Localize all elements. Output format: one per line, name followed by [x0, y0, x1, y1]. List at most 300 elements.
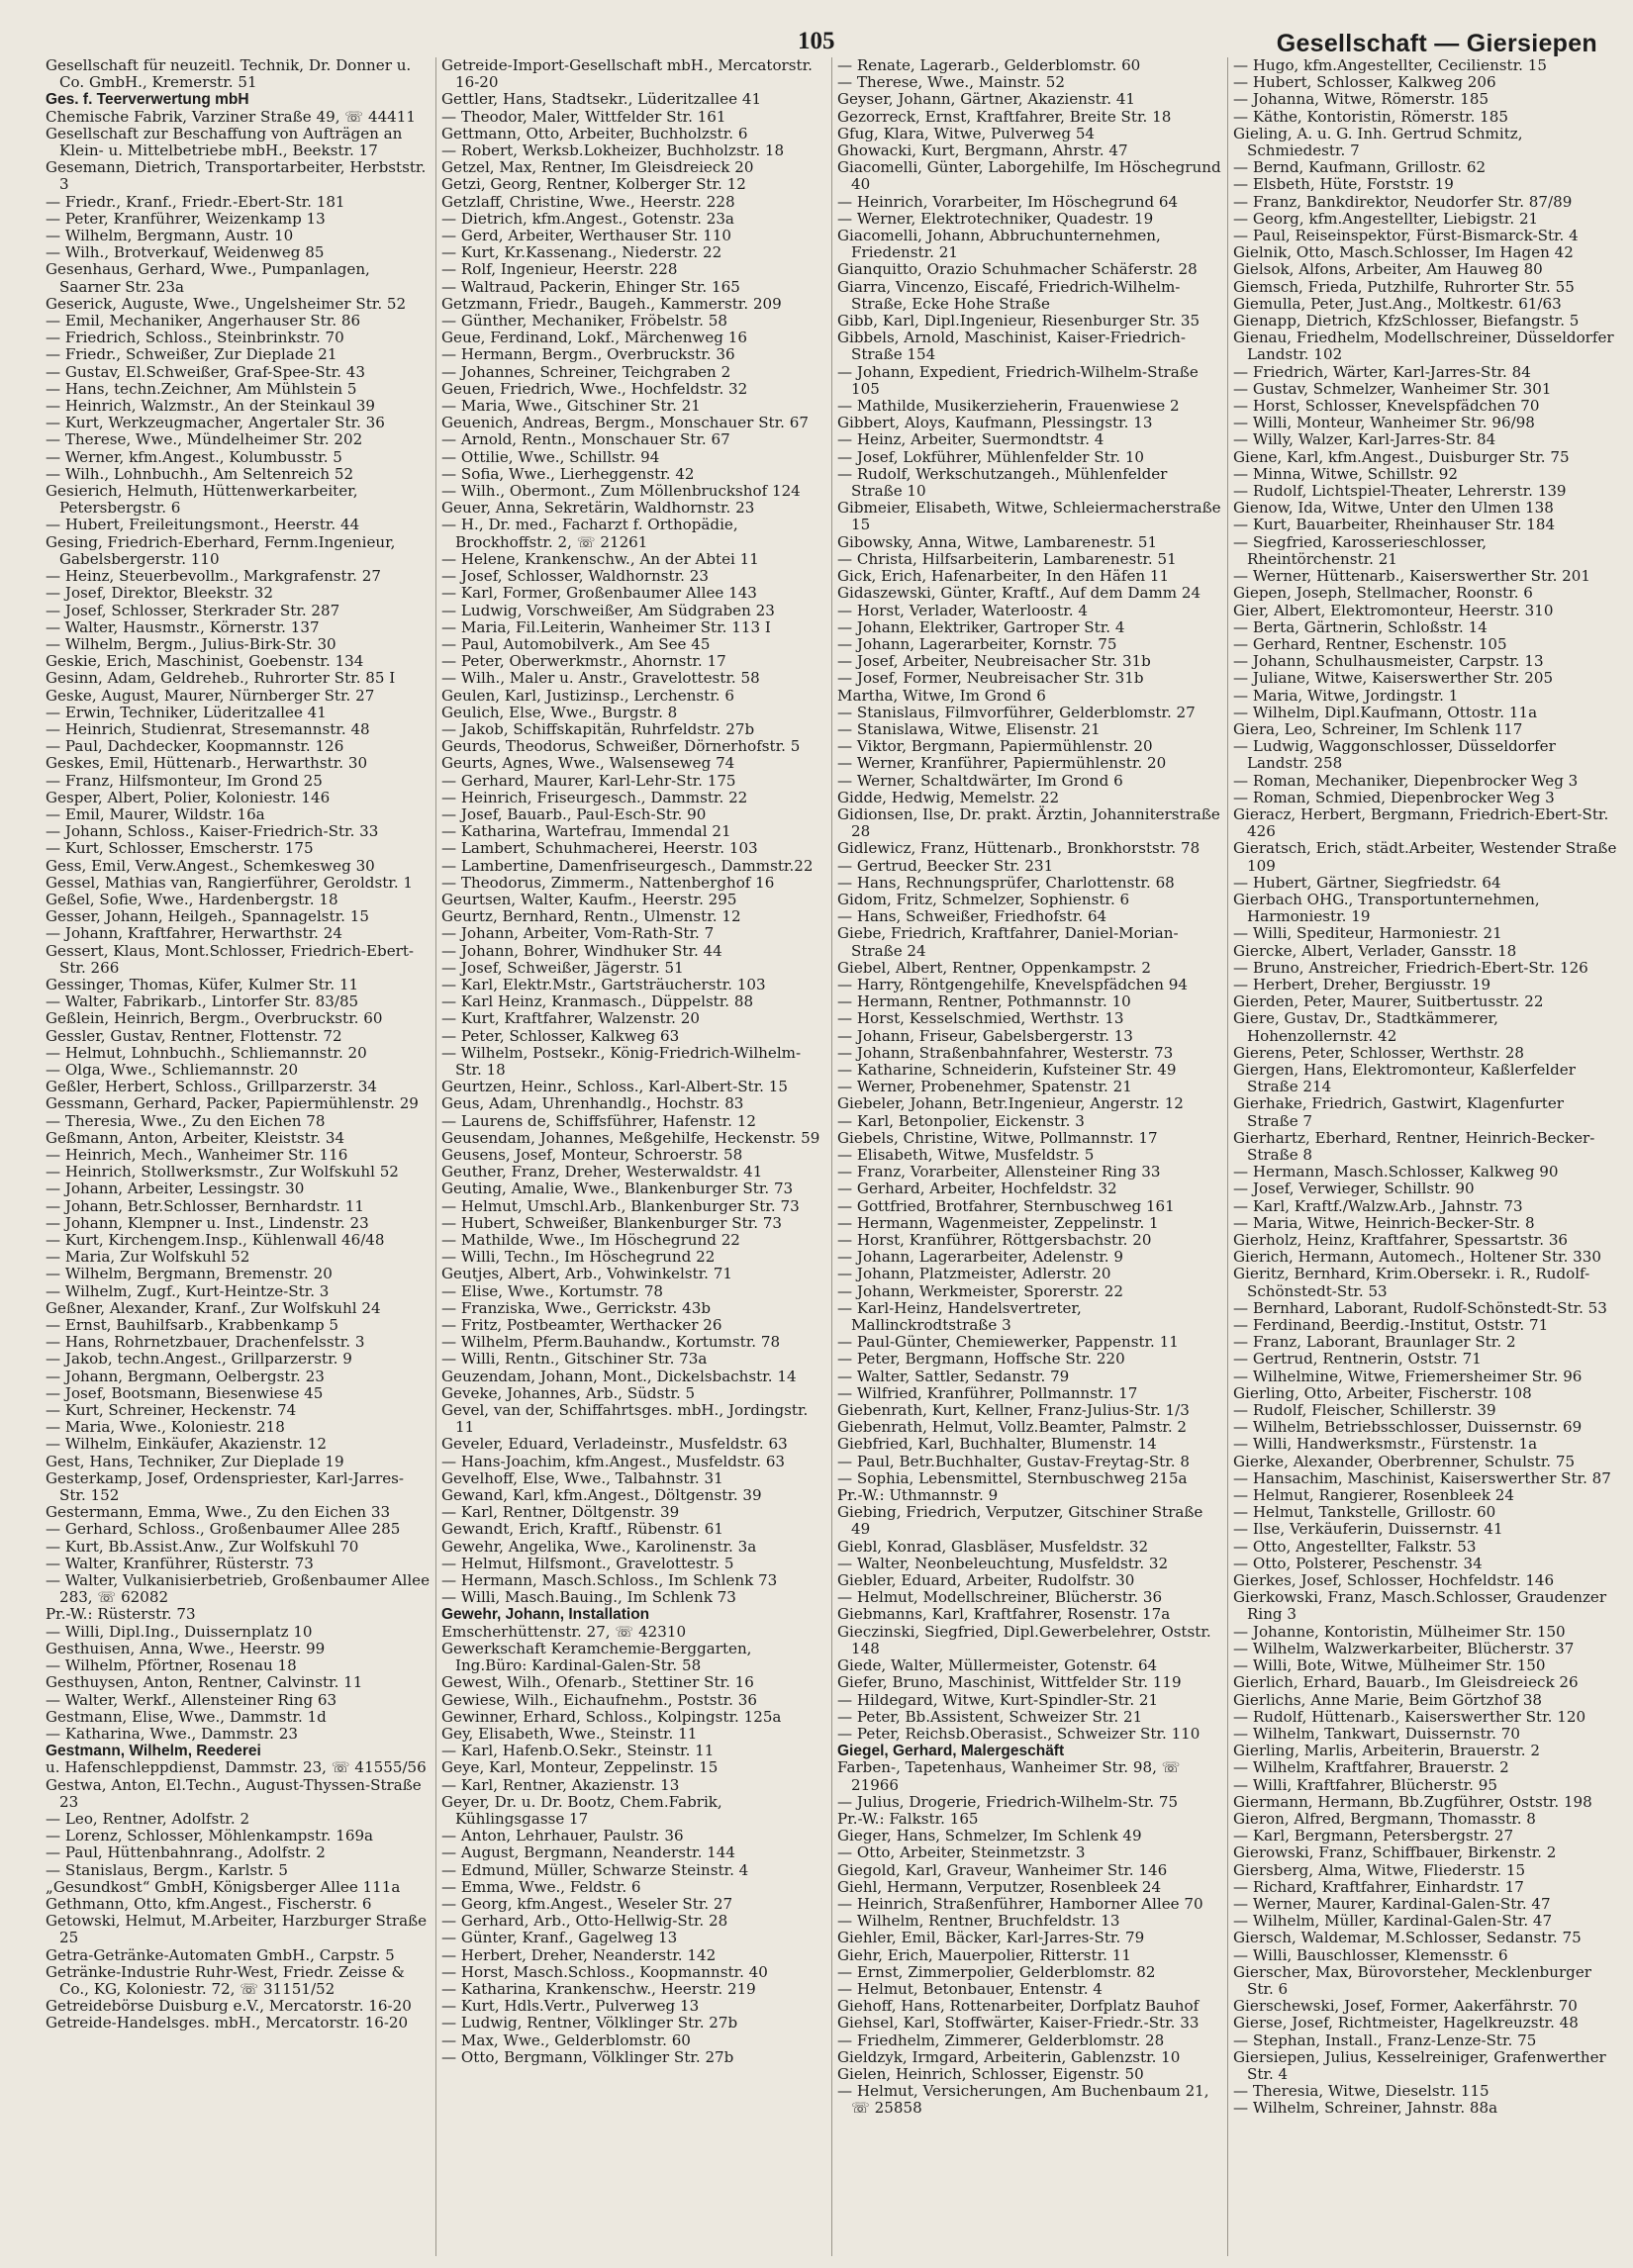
directory-entry: — Heinz, Arbeiter, Suermondtstr. 4 — [837, 430, 1105, 449]
directory-entry: Gienow, Ida, Witwe, Unter den Ulmen 138 — [1233, 499, 1554, 518]
directory-entry: Gienau, Friedhelm, Modellschreiner, Düsseldorfer Landstr. 102 — [1233, 329, 1619, 364]
directory-entry: Gesper, Albert, Polier, Koloniestr. 146 — [46, 788, 331, 806]
directory-entry: Geßner, Alexander, Kranf., Zur Wolfskuhl 24 — [46, 1298, 381, 1317]
page-header — [0, 0, 1633, 61]
directory-entry: Giebing, Friedrich, Verputzer, Gitschiner Straße 49 — [837, 1503, 1208, 1539]
directory-entry: Gezorreck, Ernst, Kraftfahrer, Breite Str. 18 — [837, 107, 1172, 126]
directory-entry: Getowski, Helmut, M.Arbeiter, Harzburger Straße 25 — [46, 1912, 432, 1947]
directory-entry: Gibmeier, Elisabeth, Witwe, Schleiermacherstraße 15 — [837, 499, 1226, 534]
directory-entry: — Horst, Kesselschmied, Werthstr. 13 — [837, 1009, 1124, 1028]
directory-entry: Geveler, Eduard, Verladeinstr., Musfeldstr. 63 — [441, 1435, 788, 1454]
directory-entry: — Helene, Krankenschw., An der Abtei 11 — [441, 549, 759, 568]
directory-entry: — Walter, Fabrikarb., Lintorfer Str. 83/85 — [46, 992, 359, 1011]
directory-entry: Gesthuysen, Anton, Rentner, Calvinstr. 11 — [46, 1673, 363, 1692]
directory-entry: — Gertrud, Rentnerin, Oststr. 71 — [1233, 1350, 1482, 1369]
directory-entry: — Stanislaus, Filmvorführer, Gelderblomstr. 27 — [837, 703, 1196, 721]
directory-entry: — Helmut, Lohnbuchh., Schliemannstr. 20 — [46, 1043, 367, 1062]
directory-entry: — Wilhelm, Dipl.Kaufmann, Ottostr. 11a — [1233, 703, 1538, 721]
directory-entry: Geveke, Johannes, Arb., Südstr. 5 — [441, 1383, 696, 1402]
directory-entry: Gibbels, Arnold, Maschinist, Kaiser-Friedrich-Straße 154 — [837, 329, 1186, 364]
directory-entry: — Maria, Wwe., Gitschiner Str. 21 — [441, 397, 701, 416]
directory-entry: — Kurt, Werkzeugmacher, Angertaler Str. 36 — [46, 414, 385, 432]
directory-entry: — Otto, Bergmann, Völklinger Str. 27b — [441, 2047, 734, 2066]
directory-entry: — Werner, Hüttenarb., Kaiserswerther Str. 201 — [1233, 567, 1590, 586]
directory-entry: — Rudolf, Fleischer, Schillerstr. 39 — [1233, 1401, 1496, 1420]
directory-entry: — Johanna, Witwe, Römerstr. 185 — [1233, 90, 1489, 109]
directory-entry: Giehl, Hermann, Verputzer, Rosenbleek 24 — [837, 1877, 1162, 1896]
directory-entry: Gierscher, Max, Bürovorsteher, Mecklenburger Str. 6 — [1233, 1962, 1596, 1998]
directory-entry: Gieracz, Herbert, Bergmann, Friedrich-Ebert-Str. 426 — [1233, 804, 1614, 841]
directory-entry: Giebels, Christine, Witwe, Pollmannstr. 17 — [837, 1128, 1158, 1147]
directory-entry: — Lorenz, Schlosser, Möhlenkampstr. 169a — [46, 1827, 374, 1845]
directory-entry: — Johann, Arbeiter, Lessingstr. 30 — [46, 1180, 305, 1198]
directory-entry: — Wilhelm, Bergm., Julius-Birk-Str. 30 — [46, 634, 336, 653]
directory-columns — [46, 56, 1622, 2256]
directory-entry: — Johann, Platzmeister, Adlerstr. 20 — [837, 1265, 1111, 1283]
directory-entry: Gierse, Josef, Richtmeister, Hagelkreuzstr. 48 — [1233, 2014, 1579, 2032]
directory-entry: — Willi, Masch.Bauing., Im Schlenk 73 — [441, 1588, 736, 1607]
directory-entry: — Friedrich, Wärter, Karl-Jarres-Str. 84 — [1233, 362, 1531, 381]
directory-entry: — Franz, Vorarbeiter, Allensteiner Ring 33 — [837, 1163, 1161, 1181]
directory-entry: Giegold, Karl, Graveur, Wanheimer Str. 146 — [837, 1860, 1168, 1879]
directory-entry: — Therese, Wwe., Mainstr. 52 — [837, 73, 1065, 92]
directory-entry: — Willy, Walzer, Karl-Jarres-Str. 84 — [1233, 430, 1496, 449]
directory-entry: — Emil, Maurer, Wildstr. 16a — [46, 804, 265, 823]
directory-entry: Chemische Fabrik, Varziner Straße 49, ☏ 44411 — [46, 107, 416, 126]
directory-entry: — Maria, Witwe, Jordingstr. 1 — [1233, 686, 1459, 705]
directory-entry: Gesemann, Dietrich, Transportarbeiter, Herbststr. 3 — [46, 158, 432, 194]
directory-entry: — Karl-Heinz, Handelsvertreter, Mallinckrodtstraße 3 — [837, 1298, 1087, 1335]
directory-entry: — Ferdinand, Beerdig.-Institut, Oststr. 71 — [1233, 1316, 1549, 1335]
directory-entry: — Gustav, El.Schweißer, Graf-Spee-Str. 43 — [46, 362, 365, 381]
directory-entry: — Dietrich, kfm.Angest., Gotenstr. 23a — [441, 209, 734, 228]
directory-entry: — Wilh., Brotverkauf, Weidenweg 85 — [46, 243, 325, 262]
directory-entry: — Elisabeth, Witwe, Musfeldstr. 5 — [837, 1146, 1095, 1164]
directory-entry: Gest, Hans, Techniker, Zur Dieplade 19 — [46, 1452, 344, 1470]
directory-entry: Getra-Getränke-Automaten GmbH., Carpstr. 5 — [46, 1945, 395, 1964]
directory-entry: — Kurt, Schlosser, Emscherstr. 175 — [46, 839, 314, 858]
directory-entry: — Helmut, Rangierer, Rosenbleek 24 — [1233, 1486, 1515, 1505]
directory-entry: — Richard, Kraftfahrer, Einhardstr. 17 — [1233, 1877, 1524, 1896]
directory-entry: Pr.-W.: Falkstr. 165 — [837, 1809, 979, 1828]
directory-entry: — Hubert, Schweißer, Blankenburger Str. 73 — [441, 1213, 783, 1232]
directory-entry: Giehler, Emil, Bäcker, Karl-Jarres-Str. 79 — [837, 1929, 1145, 1947]
directory-entry: — Johanne, Kontoristin, Mülheimer Str. 150 — [1233, 1622, 1566, 1641]
directory-entry: Geusens, Josef, Monteur, Schroerstr. 58 — [441, 1146, 743, 1164]
directory-entry: — Wilhelm, Postsekr., König-Friedrich-Wilhelm-Str. 18 — [441, 1043, 802, 1079]
directory-entry: — Leo, Rentner, Adolfstr. 2 — [46, 1809, 250, 1828]
directory-entry: Giehr, Erich, Mauerpolier, Ritterstr. 11 — [837, 1945, 1131, 1964]
directory-entry: — Emil, Mechaniker, Angerhauser Str. 86 — [46, 312, 361, 331]
directory-entry: — Arnold, Rentn., Monschauer Str. 67 — [441, 430, 730, 449]
directory-entry: — Karl, Elektr.Mstr., Gartsträucherstr. 103 — [441, 975, 766, 993]
directory-entry: Geyer, Dr. u. Dr. Bootz, Chem.Fabrik, Kühlingsgasse 17 — [441, 1792, 727, 1828]
directory-entry: — Siegfried, Karosserieschlosser, Rheintörchenstr. 21 — [1233, 532, 1491, 568]
directory-entry: — Paul, Reiseinspektor, Fürst-Bismarck-Str. 4 — [1233, 227, 1579, 245]
directory-entry: — Gottfried, Brotfahrer, Sternbuschweg 161 — [837, 1196, 1175, 1215]
directory-entry: Gierkes, Josef, Schlosser, Hochfeldstr. 146 — [1233, 1571, 1555, 1590]
directory-entry: Gesellschaft zur Beschaffung von Aufträgen an Klein- u. Mittelbetriebe mbH., Beekstr. 17 — [46, 124, 408, 160]
directory-entry: Gesinn, Adam, Geldreheb., Ruhrorter Str. 85 I — [46, 669, 396, 688]
directory-entry: — Johann, Straßenbahnfahrer, Westerstr. 73 — [837, 1043, 1174, 1062]
directory-entry: — Willi, Kraftfahrer, Blücherstr. 95 — [1233, 1775, 1497, 1794]
directory-entry: Geurtz, Bernhard, Rentn., Ulmenstr. 12 — [441, 907, 741, 926]
directory-entry: — Paul, Dachdecker, Koopmannstr. 126 — [46, 737, 344, 756]
directory-entry: — Willi, Bauschlosser, Klemensstr. 6 — [1233, 1945, 1508, 1964]
directory-entry: — Peter, Oberwerkmstr., Ahornstr. 17 — [441, 652, 726, 671]
directory-entry: — Wilhelm, Pferm.Bauhandw., Kortumstr. 78 — [441, 1333, 781, 1352]
directory-entry: — Wilhelm, Betriebsschlosser, Duissernstr. 69 — [1233, 1418, 1583, 1437]
directory-entry: Giermann, Hermann, Bb.Zugführer, Oststr. 198 — [1233, 1792, 1592, 1811]
directory-entry-business: Gestmann, Wilhelm, Reederei — [46, 1743, 261, 1760]
directory-entry: — Minna, Witwe, Schillstr. 92 — [1233, 464, 1458, 483]
directory-entry: Emscherhüttenstr. 27, ☏ 42310 — [441, 1622, 687, 1641]
directory-entry: — Wilhelm, Walzwerkarbeiter, Blücherstr. 37 — [1233, 1639, 1575, 1657]
directory-entry: — Bernhard, Laborant, Rudolf-Schönstedt-Str. 53 — [1233, 1298, 1607, 1317]
directory-entry: — Hansachim, Maschinist, Kaiserswerther Str. 87 — [1233, 1468, 1611, 1487]
directory-entry: — Katharine, Schneiderin, Kufsteiner Str. 49 — [837, 1060, 1177, 1079]
directory-entry: — Kurt, Kirchengem.Insp., Kühlenwall 46/48 — [46, 1231, 385, 1250]
directory-entry: Gettler, Hans, Stadtsekr., Lüderitzallee 41 — [441, 90, 762, 109]
directory-entry: — Karl, Betonpolier, Eickenstr. 3 — [837, 1111, 1085, 1130]
directory-entry: Geurds, Theodorus, Schweißer, Dörnerhofstr. 5 — [441, 737, 801, 756]
directory-entry: Gesthuisen, Anna, Wwe., Heerstr. 99 — [46, 1639, 326, 1657]
directory-entry: — Friedr., Kranf., Friedr.-Ebert-Str. 181 — [46, 192, 345, 211]
directory-entry: Gesterkamp, Josef, Ordenspriester, Karl-Jarres-Str. 152 — [46, 1468, 404, 1505]
directory-entry: Giehoff, Hans, Rottenarbeiter, Dorfplatz Bauhof — [837, 1997, 1200, 2016]
directory-entry: Gierich, Hermann, Automech., Holtener Str. 330 — [1233, 1248, 1601, 1267]
directory-entry: — Walter, Sattler, Sedanstr. 79 — [837, 1367, 1070, 1385]
directory-entry: — Wilhelm, Pförtner, Rosenau 18 — [46, 1656, 297, 1675]
directory-entry: — Walter, Vulkanisierbetrieb, Großenbaumer Allee 283, ☏ 62082 — [46, 1571, 434, 1607]
directory-entry: — Wilhelm, Kraftfahrer, Brauerstr. 2 — [1233, 1758, 1509, 1777]
directory-entry: — Heinrich, Friseurgesch., Dammstr. 22 — [441, 788, 748, 806]
directory-entry: — Heinrich, Vorarbeiter, Im Höschegrund 64 — [837, 192, 1179, 211]
directory-entry: — Gertrud, Beecker Str. 231 — [837, 856, 1054, 875]
directory-entry: Gesellschaft für neuzeitl. Technik, Dr. Donner u. Co. GmbH., Kremerstr. 51 — [46, 56, 417, 92]
directory-entry: Gewandt, Erich, Kraftf., Rübenstr. 61 — [441, 1520, 723, 1539]
directory-entry: — Waltraud, Packerin, Ehinger Str. 165 — [441, 277, 740, 296]
directory-entry: Ghowacki, Kurt, Bergmann, Ahrstr. 47 — [837, 142, 1128, 160]
page-number: 105 — [798, 28, 835, 54]
directory-entry: Gewehr, Angelika, Wwe., Karolinenstr. 3a — [441, 1537, 757, 1556]
directory-entry: — Johann, Klempner u. Inst., Lindenstr. 23 — [46, 1213, 369, 1232]
directory-entry: — Therese, Wwe., Mündelheimer Str. 202 — [46, 430, 363, 449]
directory-entry: Geßel, Sofie, Wwe., Hardenbergstr. 18 — [46, 890, 338, 908]
directory-entry: — Johann, Lagerarbeiter, Kornstr. 75 — [837, 634, 1117, 653]
directory-entry: Gielsok, Alfons, Arbeiter, Am Hauweg 80 — [1233, 260, 1543, 279]
directory-entry: — Horst, Kranführer, Röttgersbachstr. 20 — [837, 1231, 1152, 1250]
directory-entry: — Josef, Bauarb., Paul-Esch-Str. 90 — [441, 804, 707, 823]
directory-entry: — Willi, Techn., Im Höschegrund 22 — [441, 1248, 716, 1267]
directory-entry: — Hermann, Masch.Schlosser, Kalkweg 90 — [1233, 1163, 1559, 1181]
directory-entry: Geske, August, Maurer, Nürnberger Str. 27 — [46, 686, 375, 705]
directory-entry: Pr.-W.: Rüsterstr. 73 — [46, 1605, 196, 1624]
directory-entry: — Peter, Schlosser, Kalkweg 63 — [441, 1026, 680, 1045]
directory-entry: Geuting, Amalie, Wwe., Blankenburger Str. 73 — [441, 1180, 794, 1198]
directory-entry: Pr.-W.: Uthmannstr. 9 — [837, 1486, 999, 1505]
directory-entry: — Elise, Wwe., Kortumstr. 78 — [441, 1281, 664, 1300]
directory-entry: — Paul, Hüttenbahnrang., Adolfstr. 2 — [46, 1843, 326, 1862]
directory-entry: — Johann, Friseur, Gabelsbergerstr. 13 — [837, 1026, 1133, 1045]
directory-entry: Getzi, Georg, Rentner, Kolberger Str. 12 — [441, 175, 746, 194]
directory-entry: — Bruno, Anstreicher, Friedrich-Ebert-Str. 126 — [1233, 958, 1588, 977]
directory-entry: — Käthe, Kontoristin, Römerstr. 185 — [1233, 107, 1508, 126]
directory-entry: Geutjes, Albert, Arb., Vohwinkelstr. 71 — [441, 1265, 732, 1283]
directory-entry: Gianquitto, Orazio Schuhmacher Schäferstr. 28 — [837, 260, 1198, 279]
directory-entry: — Bernd, Kaufmann, Grillostr. 62 — [1233, 158, 1487, 177]
directory-entry: — Hubert, Schlosser, Kalkweg 206 — [1233, 73, 1496, 92]
directory-entry: — Kurt, Schreiner, Heckenstr. 74 — [46, 1401, 297, 1420]
directory-entry: — Hans, Rechnungsprüfer, Charlottenstr. 68 — [837, 873, 1175, 892]
directory-entry: — Kurt, Bb.Assist.Anw., Zur Wolfskuhl 70 — [46, 1537, 359, 1556]
directory-entry: — Horst, Masch.Schloss., Koopmannstr. 40 — [441, 1962, 768, 1981]
directory-entry: — Johann, Betr.Schlosser, Bernhardstr. 11 — [46, 1196, 364, 1215]
directory-entry: — Josef, Schlosser, Sterkrader Str. 287 — [46, 601, 340, 619]
directory-entry: Geuzendam, Johann, Mont., Dickelsbachstr. 14 — [441, 1367, 797, 1385]
directory-entry: — Helmut, Umschl.Arb., Blankenburger Str. 73 — [441, 1196, 800, 1215]
directory-entry: — Gerhard, Arb., Otto-Hellwig-Str. 28 — [441, 1912, 728, 1931]
directory-entry: Gettmann, Otto, Arbeiter, Buchholzstr. 6 — [441, 124, 748, 142]
directory-entry: — Gerhard, Schloss., Großenbaumer Allee 285 — [46, 1520, 401, 1539]
directory-entry: Gierke, Alexander, Oberbrenner, Schulstr. 75 — [1233, 1452, 1576, 1470]
directory-entry: — Katharina, Wartefrau, Immendal 21 — [441, 822, 731, 841]
directory-entry-business: Ges. f. Teerverwertung mbH — [46, 91, 249, 109]
directory-entry: Gieldzyk, Irmgard, Arbeiterin, Gablenzstr. 10 — [837, 2047, 1181, 2066]
directory-entry: Giera, Leo, Schreiner, Im Schlenk 117 — [1233, 719, 1523, 738]
directory-entry: — Heinrich, Mech., Wanheimer Str. 116 — [46, 1146, 348, 1164]
directory-entry: Gethmann, Otto, kfm.Angest., Fischerstr. 6 — [46, 1894, 372, 1913]
directory-entry: — Katharina, Krankenschw., Heerstr. 219 — [441, 1979, 756, 1998]
directory-entry: — Karl, Rentner, Döltgenstr. 39 — [441, 1503, 680, 1522]
directory-entry: — Wilh., Obermont., Zum Möllenbruckshof 124 — [441, 482, 801, 501]
directory-entry-business: Gewehr, Johann, Installation — [441, 1606, 650, 1624]
directory-entry: Geserick, Auguste, Wwe., Ungelsheimer Str. 52 — [46, 294, 407, 313]
directory-entry: — Willi, Dipl.Ing., Duissernplatz 10 — [46, 1622, 313, 1641]
directory-entry: Gierhake, Friedrich, Gastwirt, Klagenfurter Straße 7 — [1233, 1094, 1569, 1130]
directory-entry: — Hugo, kfm.Angestellter, Cecilienstr. 15 — [1233, 56, 1547, 74]
directory-entry: Gessmann, Gerhard, Packer, Papiermühlenstr. 29 — [46, 1094, 419, 1113]
directory-entry: Geye, Karl, Monteur, Zeppelinstr. 15 — [441, 1758, 719, 1777]
directory-entry: Giene, Karl, kfm.Angest., Duisburger Str. 75 — [1233, 447, 1570, 466]
directory-entry: — Katharina, Wwe., Dammstr. 23 — [46, 1724, 298, 1743]
directory-entry: Geurtzen, Heinr., Schloss., Karl-Albert-Str. 15 — [441, 1078, 788, 1096]
directory-entry: — Johannes, Schreiner, Teichgraben 2 — [441, 362, 731, 381]
directory-entry: — Franz, Hilfsmonteur, Im Grond 25 — [46, 771, 323, 790]
directory-entry: Getreide-Handelsges. mbH., Mercatorstr. 16-20 — [46, 2014, 409, 2032]
directory-entry: Geßlein, Heinrich, Bergm., Overbruckstr. 60 — [46, 1009, 383, 1028]
directory-entry: — Peter, Reichsb.Oberasist., Schweizer Str. 110 — [837, 1724, 1201, 1743]
directory-entry: — Theodor, Maler, Wittfelder Str. 161 — [441, 107, 726, 126]
directory-entry: — Willi, Handwerksmstr., Fürstenstr. 1a — [1233, 1435, 1538, 1454]
directory-entry: — Wilhelm, Bergmann, Austr. 10 — [46, 227, 294, 245]
directory-entry: — Wilhelm, Rentner, Bruchfeldstr. 13 — [837, 1912, 1120, 1931]
directory-entry: — Paul, Automobilverk., Am See 45 — [441, 634, 711, 653]
directory-entry: — Willi, Bote, Witwe, Mülheimer Str. 150 — [1233, 1656, 1546, 1675]
directory-entry: — Juliane, Witwe, Kaiserswerther Str. 205 — [1233, 669, 1554, 688]
directory-entry: — Franziska, Wwe., Gerrickstr. 43b — [441, 1298, 712, 1317]
directory-entry: Getreide-Import-Gesellschaft mbH., Mercatorstr. 16-20 — [441, 56, 817, 92]
directory-entry: Giere, Gustav, Dr., Stadtkämmerer, Hohenzollernstr. 42 — [1233, 1009, 1503, 1045]
directory-entry: — Karl, Bergmann, Petersbergstr. 27 — [1233, 1827, 1514, 1845]
directory-entry: — Robert, Werksb.Lokheizer, Buchholzstr. 18 — [441, 142, 785, 160]
directory-entry: — Maria, Wwe., Koloniestr. 218 — [46, 1418, 285, 1437]
directory-entry: — Herbert, Dreher, Neanderstr. 142 — [441, 1945, 717, 1964]
directory-entry: Martha, Witwe, Im Grond 6 — [837, 686, 1046, 705]
running-head: Gesellschaft — Giersiepen — [1276, 30, 1597, 57]
directory-entry: — Stephan, Install., Franz-Lenze-Str. 75 — [1233, 2031, 1537, 2049]
directory-entry: — Johann, Lagerarbeiter, Adelenstr. 9 — [837, 1248, 1123, 1267]
directory-entry: — Paul-Günter, Chemiewerker, Pappenstr. 11 — [837, 1333, 1179, 1352]
directory-entry: — Johann, Schloss., Kaiser-Friedrich-Str. 33 — [46, 822, 379, 841]
directory-entry: — Wilhelm, Müller, Kardinal-Galen-Str. 47 — [1233, 1912, 1553, 1931]
directory-entry: — Mathilde, Wwe., Im Höschegrund 22 — [441, 1231, 740, 1250]
directory-entry: Geurtsen, Walter, Kaufm., Heerstr. 295 — [441, 890, 737, 908]
directory-entry: — Heinrich, Walzmstr., An der Steinkaul 39 — [46, 397, 376, 416]
directory-entry: — Friedr., Schweißer, Zur Dieplade 21 — [46, 345, 337, 364]
directory-entry: Geßmann, Anton, Arbeiter, Kleiststr. 34 — [46, 1128, 345, 1147]
directory-entry: — Johann, Arbeiter, Vom-Rath-Str. 7 — [441, 924, 715, 943]
directory-entry: Gieron, Alfred, Bergmann, Thomasstr. 8 — [1233, 1809, 1536, 1828]
directory-entry: — Theodorus, Zimmerm., Nattenberghof 16 — [441, 873, 775, 892]
directory-entry: — Horst, Schlosser, Knevelspfädchen 70 — [1233, 397, 1540, 416]
directory-entry: — Laurens de, Schiffsführer, Hafenstr. 12 — [441, 1111, 756, 1130]
directory-entry: — Josef, Verwieger, Schillstr. 90 — [1233, 1180, 1475, 1198]
directory-entry: — Josef, Direktor, Bleekstr. 32 — [46, 584, 273, 603]
directory-entry: — Helmut, Modellschreiner, Blücherstr. 36 — [837, 1588, 1163, 1607]
directory-entry: — Josef, Schlosser, Waldhornstr. 23 — [441, 567, 709, 586]
directory-entry: Giehsel, Karl, Stoffwärter, Kaiser-Friedr.-Str. 33 — [837, 2014, 1200, 2032]
directory-entry: Gierholz, Heinz, Kraftfahrer, Spessartstr. 36 — [1233, 1231, 1569, 1250]
directory-entry: Giebmanns, Karl, Kraftfahrer, Rosenstr. 17a — [837, 1605, 1171, 1624]
directory-entry: Giergen, Hans, Elektromonteur, Kaßlerfelder Straße 214 — [1233, 1060, 1581, 1096]
directory-entry: — Gerhard, Arbeiter, Hochfeldstr. 32 — [837, 1180, 1117, 1198]
directory-entry: — Friedhelm, Zimmerer, Gelderblomstr. 28 — [837, 2031, 1165, 2049]
directory-entry: Gierlichs, Anne Marie, Beim Görtzhof 38 — [1233, 1690, 1543, 1709]
directory-entry: — Gerhard, Rentner, Eschenstr. 105 — [1233, 634, 1507, 653]
directory-entry: — Hans, techn.Zeichner, Am Mühlstein 5 — [46, 379, 357, 398]
directory-entry: Giepen, Joseph, Stellmacher, Roonstr. 6 — [1233, 584, 1533, 603]
directory-entry: — Hubert, Gärtner, Siegfriedstr. 64 — [1233, 873, 1501, 892]
directory-entry: — Ernst, Bauhilfsarb., Krabbenkamp 5 — [46, 1316, 339, 1335]
directory-entry: Gesierich, Helmuth, Hüttenwerkarbeiter, Petersbergstr. 6 — [46, 482, 363, 518]
directory-entry: Gierhartz, Eberhard, Rentner, Heinrich-Becker-Straße 8 — [1233, 1128, 1595, 1164]
directory-entry: — Karl, Hafenb.O.Sekr., Steinstr. 11 — [441, 1742, 715, 1760]
directory-entry: — Peter, Bb.Assistent, Schweizer Str. 21 — [837, 1707, 1143, 1726]
directory-entry: Gestermann, Emma, Wwe., Zu den Eichen 33 — [46, 1503, 391, 1522]
directory-entry: — Peter, Kranführer, Weizenkamp 13 — [46, 209, 326, 228]
directory-entry: — Herbert, Dreher, Bergiusstr. 19 — [1233, 975, 1491, 993]
directory-entry: — Mathilde, Musikerzieherin, Frauenwiese 2 — [837, 397, 1180, 416]
directory-entry: Gierden, Peter, Maurer, Suitbertusstr. 22 — [1233, 992, 1544, 1011]
directory-entry: — Friedrich, Schloss., Steinbrinkstr. 70 — [46, 329, 344, 347]
directory-entry: — Hans, Schweißer, Friedhofstr. 64 — [837, 907, 1107, 926]
directory-entry: Gewand, Karl, kfm.Angest., Döltgenstr. 39 — [441, 1486, 762, 1505]
directory-entry: — August, Bergmann, Neanderstr. 144 — [441, 1843, 735, 1862]
directory-entry: Gidionsen, Ilse, Dr. prakt. Ärztin, Johanniterstraße 28 — [837, 804, 1225, 841]
directory-entry: — Hildegard, Witwe, Kurt-Spindler-Str. 21 — [837, 1690, 1159, 1709]
directory-entry: Geskie, Erich, Maschinist, Goebenstr. 134 — [46, 652, 364, 671]
directory-entry: Giefer, Bruno, Maschinist, Wittfelder Str. 119 — [837, 1673, 1182, 1692]
directory-entry: Geulich, Else, Wwe., Burgstr. 8 — [441, 703, 678, 721]
directory-entry: — Gustav, Schmelzer, Wanheimer Str. 301 — [1233, 379, 1552, 398]
directory-entry: Gierowski, Franz, Schiffbauer, Birkenstr. 2 — [1233, 1843, 1557, 1862]
directory-entry: — Josef, Schweißer, Jägerstr. 51 — [441, 958, 684, 977]
directory-entry: Gidaszewski, Günter, Kraftf., Auf dem Damm 24 — [837, 584, 1201, 603]
directory-entry: Gierens, Peter, Schlosser, Werthstr. 28 — [1233, 1043, 1524, 1062]
directory-entry: — Willi, Rentn., Gitschiner Str. 73a — [441, 1350, 708, 1369]
directory-entry: — Hans, Rohrnetzbauer, Drachenfelsstr. 3 — [46, 1333, 365, 1352]
directory-entry: Giersberg, Alma, Witwe, Fliederstr. 15 — [1233, 1860, 1526, 1879]
directory-entry: — Walter, Werkf., Allensteiner Ring 63 — [46, 1690, 337, 1709]
directory-entry: Geskes, Emil, Hüttenarb., Herwarthstr. 30 — [46, 754, 368, 773]
directory-column-1 — [46, 56, 434, 2256]
directory-entry: — Werner, Maurer, Kardinal-Galen-Str. 47 — [1233, 1894, 1551, 1913]
directory-entry: — Hermann, Bergm., Overbruckstr. 36 — [441, 345, 735, 364]
directory-entry: — Hubert, Freileitungsmont., Heerstr. 44 — [46, 516, 360, 534]
directory-entry: — Wilfried, Kranführer, Pollmannstr. 17 — [837, 1383, 1138, 1402]
directory-entry: Gesing, Friedrich-Eberhard, Fernm.Ingenieur, Gabelsbergerstr. 110 — [46, 532, 401, 568]
directory-entry: — Gerhard, Maurer, Karl-Lehr-Str. 175 — [441, 771, 736, 790]
directory-entry: — Otto, Polsterer, Peschenstr. 34 — [1233, 1554, 1483, 1572]
directory-entry: Gidde, Hedwig, Memelstr. 22 — [837, 788, 1060, 806]
directory-entry: — Maria, Fil.Leiterin, Wanheimer Str. 113 I — [441, 617, 771, 636]
directory-entry: — Erwin, Techniker, Lüderitzallee 41 — [46, 703, 327, 721]
directory-entry: — Otto, Arbeiter, Steinmetzstr. 3 — [837, 1843, 1086, 1862]
directory-entry: — Willi, Monteur, Wanheimer Str. 96/98 — [1233, 414, 1535, 432]
directory-entry: Giarra, Vincenzo, Eiscafé, Friedrich-Wilhelm-Straße, Ecke Hohe Straße — [837, 277, 1181, 313]
directory-entry: Giebenrath, Helmut, Vollz.Beamter, Palmstr. 2 — [837, 1418, 1188, 1437]
directory-entry: u. Hafenschleppdienst, Dammstr. 23, ☏ 41555/56 — [46, 1758, 427, 1777]
directory-entry: — Theresia, Wwe., Zu den Eichen 78 — [46, 1111, 326, 1130]
directory-entry: — Jakob, techn.Angest., Grillparzerstr. 9 — [46, 1350, 352, 1369]
directory-entry: Gfug, Klara, Witwe, Pulverweg 54 — [837, 124, 1096, 142]
directory-entry: — Josef, Former, Neubreisacher Str. 31b — [837, 669, 1144, 688]
directory-entry: — Werner, Elektrotechniker, Quadestr. 19 — [837, 209, 1154, 228]
directory-entry: — Berta, Gärtnerin, Schloßstr. 14 — [1233, 617, 1488, 636]
directory-entry: Farben-, Tapetenhaus, Wanheimer Str. 98, ☏ 21966 — [837, 1758, 1186, 1794]
directory-entry: Geusendam, Johannes, Meßgehilfe, Heckenstr. 59 — [441, 1128, 820, 1147]
directory-entry: — Günther, Mechaniker, Fröbelstr. 58 — [441, 312, 727, 331]
directory-entry: — Hans-Joachim, kfm.Angest., Musfeldstr. 63 — [441, 1452, 786, 1470]
directory-entry: Gibbert, Aloys, Kaufmann, Plessingstr. 13 — [837, 414, 1153, 432]
directory-entry: Gessert, Klaus, Mont.Schlosser, Friedrich-Ebert-Str. 266 — [46, 941, 415, 977]
directory-entry: — Wilhelm, Tankwart, Duissernstr. 70 — [1233, 1724, 1520, 1743]
directory-entry: — Horst, Verlader, Waterloostr. 4 — [837, 601, 1088, 619]
directory-entry: — Sophia, Lebensmittel, Sternbuschweg 215a — [837, 1468, 1188, 1487]
directory-entry: — Karl, Former, Großenbaumer Allee 143 — [441, 584, 757, 603]
directory-entry: — Ludwig, Rentner, Völklinger Str. 27b — [441, 2014, 738, 2032]
directory-entry: Getzlaff, Christine, Wwe., Heerstr. 228 — [441, 192, 735, 211]
directory-entry: Getränke-Industrie Ruhr-West, Friedr. Zeisse & Co., KG, Koloniestr. 72, ☏ 31151/52 — [46, 1962, 410, 1998]
directory-entry: — Heinrich, Straßenführer, Hamborner Allee 70 — [837, 1894, 1203, 1913]
directory-entry: Gick, Erich, Hafenarbeiter, In den Häfen 11 — [837, 567, 1170, 586]
directory-entry: Gielnik, Otto, Masch.Schlosser, Im Hagen 42 — [1233, 243, 1574, 262]
directory-entry: Giersch, Waldemar, M.Schlosser, Sedanstr. 75 — [1233, 1929, 1582, 1947]
directory-entry: — Paul, Betr.Buchhalter, Gustav-Freytag-Str. 8 — [837, 1452, 1190, 1470]
directory-entry: Giebe, Friedrich, Kraftfahrer, Daniel-Morian-Straße 24 — [837, 924, 1179, 960]
directory-entry: Geuer, Anna, Sekretärin, Waldhornstr. 23 — [441, 499, 755, 518]
directory-entry: — Werner, Probenehmer, Spatenstr. 21 — [837, 1078, 1132, 1096]
directory-entry: Gestwa, Anton, El.Techn., August-Thyssen-Straße 23 — [46, 1775, 427, 1811]
directory-entry: — Franz, Laborant, Braunlager Str. 2 — [1233, 1333, 1516, 1352]
directory-entry: Gielen, Heinrich, Schlosser, Eigenstr. 50 — [837, 2064, 1144, 2083]
directory-entry: — Stanislaus, Bergm., Karlstr. 5 — [46, 1860, 288, 1879]
directory-entry: — Helmut, Tankstelle, Grillostr. 60 — [1233, 1503, 1496, 1522]
directory-entry: — Elsbeth, Hüte, Forststr. 19 — [1233, 175, 1454, 194]
directory-entry: Giebeler, Johann, Betr.Ingenieur, Angerstr. 12 — [837, 1094, 1184, 1113]
directory-entry: Geuenich, Andreas, Bergm., Monschauer Str. 67 — [441, 414, 809, 432]
